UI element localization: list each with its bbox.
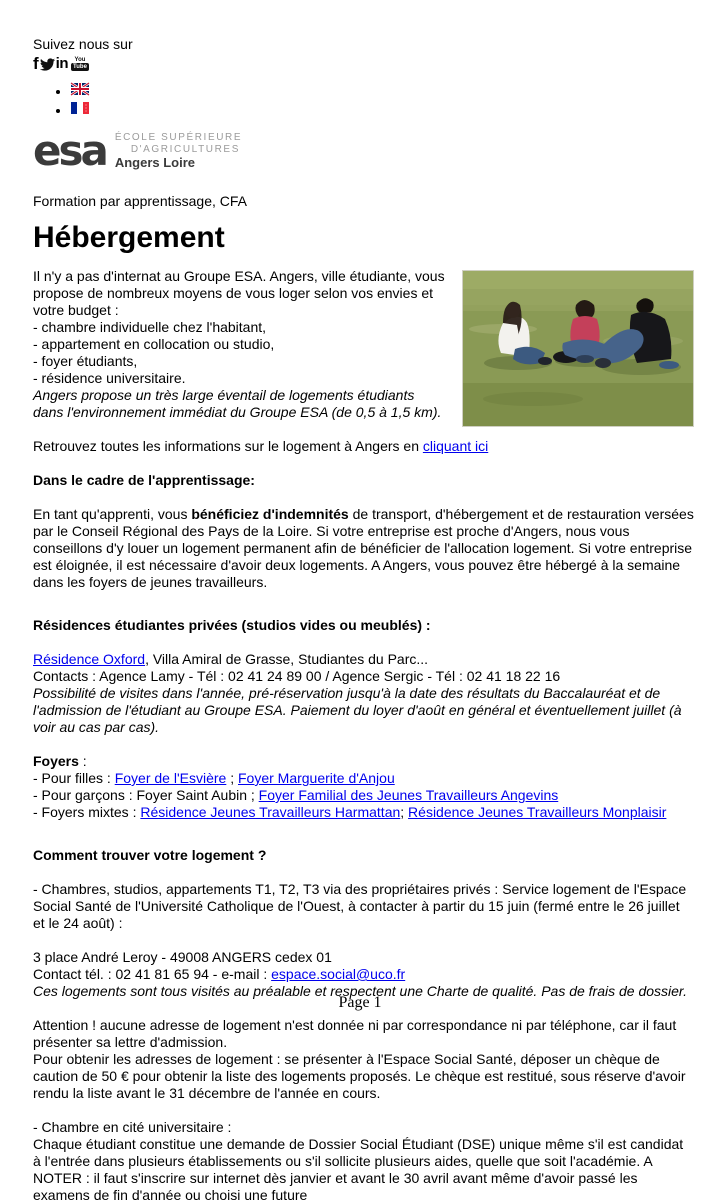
residences-line-rest: , Villa Amiral de Grasse, Studiantes du Parc... [145,651,429,667]
cite-universitaire-title: - Chambre en cité universitaire : [33,1119,232,1135]
foyers-boys-prefix: - Pour garçons : Foyer Saint Aubin ; [33,787,259,803]
foyer-esviere-link[interactable]: Foyer de l'Esvière [114,770,227,786]
warning-paragraph-1: Attention ! aucune adresse de logement n'est donnée ni par correspondance ni par téléphone, car il faut présenter sa lettre d'admission. [33,1017,677,1050]
foyers-girls-sep: ; [226,770,238,786]
find-info-line [33,438,694,455]
apprenticeship-paragraph [33,506,694,591]
breadcrumb: Formation par apprentissage, CFA [33,193,247,209]
france-flag-icon [71,102,89,114]
residence-oxford-link[interactable]: Résidence Oxford [33,651,146,667]
esa-logo-text [115,132,242,170]
residences-italic-note: Possibilité de visites dans l'année, pré-réservation jusqu'à la date des résultats du Baccalauréat et de l'admission de l'étudiant au Groupe ESA. Paiement du loyer d'août en général et éventuellement juillet (à voir au cas par cas). [33,685,682,735]
page-title: Hébergement [33,221,225,254]
find-housing-paragraph: - Chambres, studios, appartements T1, T2, T3 via des propriétaires privés : Service logement de l'Espace Social Santé de l'Université Catholique de l'Ouest, à contacter à partir du 15 juin (fermé entre le 26 juillet et le 24 août) : [33,881,687,931]
address-line: 3 place André Leroy - 49008 ANGERS cedex 01 [33,949,332,965]
students-photo-image [463,271,693,426]
housing-option-line: - chambre individuelle chez l'habitant, [33,319,267,335]
linkedin-icon[interactable]: in [55,55,69,72]
esa-logo-mark: esa [33,126,106,175]
housing-option-line: - résidence universitaire. [33,370,186,386]
intro-text: Il n'y a pas d'internat au Groupe ESA. Angers, ville étudiante, vous propose de nombreux moyens de vous loger selon vos envies et votre budget : [33,268,445,318]
students-photo [462,270,694,427]
youtube-icon-top-text: You [74,57,86,63]
housing-option-line: - foyer étudiants, [33,353,138,369]
esa-logo-line1: ÉCOLE SUPÉRIEURE [114,132,243,143]
cite-universitaire-paragraph: Chaque étudiant constitue une demande de Dossier Social Étudiant (DSE) unique même s'il est candidat à l'entrée dans plusieurs établissements ou s'il sollicite plusieurs aides, quelle que soit l'académie. A NOTER : il faut s'inscrire sur internet dès janvier et avant le 30 avril avant même d'avoir passé les examens de fin d'année ou choisi une future [33,1136,684,1203]
twitter-icon[interactable] [40,58,55,71]
housing-option-line: - appartement en collocation ou studio, [33,336,275,352]
apprenticeship-text: En tant qu'apprenti, vous [33,506,192,522]
youtube-icon[interactable] [71,58,89,71]
facebook-icon[interactable]: f [33,54,39,73]
esa-logo[interactable] [33,126,694,175]
email-link[interactable]: espace.social@uco.fr [271,966,406,982]
quality-italic-note: Ces logements sont tous visités au préalable et respectent une Charte de qualité. Pas de frais de dossier. [33,983,687,999]
foyers-label-line [33,753,694,770]
foyers-mixed-prefix: - Foyers mixtes : [33,804,141,820]
foyers-label: Foyers [33,753,79,769]
language-item-english[interactable] [71,83,694,100]
language-list [71,83,694,119]
residences-contacts: Contacts : Agence Lamy - Tél : 02 41 24 89 00 / Agence Sergic - Tél : 02 41 18 22 16 [33,668,561,684]
apprenticeship-heading: Dans le cadre de l'apprentissage: [33,472,255,488]
residence-harmattan-link[interactable]: Résidence Jeunes Travailleurs Harmattan [140,804,401,820]
warning-paragraph-2: Pour obtenir les adresses de logement : se présenter à l'Espace Social Santé, déposer un chèque de caution de 50 € pour obtenir la liste des logements proposés. Le chèque est restitué, sous réserve d'avoir rendu la liste avant le 31 décembre de l'année en cours. [33,1051,686,1101]
foyer-familial-link[interactable]: Foyer Familial des Jeunes Travailleurs Angevins [258,787,559,803]
foyers-girls-prefix: - Pour filles : [33,770,115,786]
foyers-mixed-sep: ; [400,804,409,820]
intro-italic-note: Angers propose un très large éventail de logements étudiants dans l'environnement immédiat du Groupe ESA (de 0,5 à 1,5 km). [33,387,442,420]
follow-us-label: Suivez nous sur [33,36,133,52]
language-item-french[interactable] [71,102,694,119]
contact-line [33,966,694,983]
residences-heading: Résidences étudiantes privées (studios vides ou meublés) : [33,617,431,633]
find-info-text: Retrouvez toutes les informations sur le logement à Angers en [33,438,423,454]
intro-section [33,268,694,489]
uk-flag-icon [71,83,89,95]
apprenticeship-bold-text: bénéficiez d'indemnités [191,506,349,522]
residence-monplaisir-link[interactable]: Résidence Jeunes Travailleurs Monplaisir [408,804,667,820]
foyers-mixed-line [33,804,694,821]
esa-logo-line3: Angers Loire [114,155,196,170]
foyers-girls-line [33,770,694,787]
find-housing-heading: Comment trouver votre logement ? [33,847,267,863]
contact-prefix: Contact tél. : 02 41 81 65 94 - e-mail : [33,966,272,982]
foyer-marguerite-link[interactable]: Foyer Marguerite d'Anjou [237,770,395,786]
residences-line [33,651,694,668]
foyers-boys-line [33,787,694,804]
foyers-label-suffix: : [78,753,87,769]
youtube-icon-box-text: Tube [73,64,87,70]
cliquant-ici-link[interactable]: cliquant ici [422,438,489,454]
esa-logo-line2: D'AGRICULTURES [130,144,240,155]
apprenticeship-text-rest: de transport, d'hébergement et de restauration versées par le Conseil Régional des Pays de la Loire. Si votre entreprise est proche d'Angers, nous vous conseillons d'y louer un logement permanent afin de bénéficier de l'allocation logement. Si votre entreprise est éloignée, il est nécessaire d'avoir deux logements. A Angers, vous pouvez être hébergé à la semaine dans les foyers de jeunes travailleurs. [33,506,694,590]
social-icons-row [33,54,694,71]
page-number: Page 1 [338,994,382,1011]
